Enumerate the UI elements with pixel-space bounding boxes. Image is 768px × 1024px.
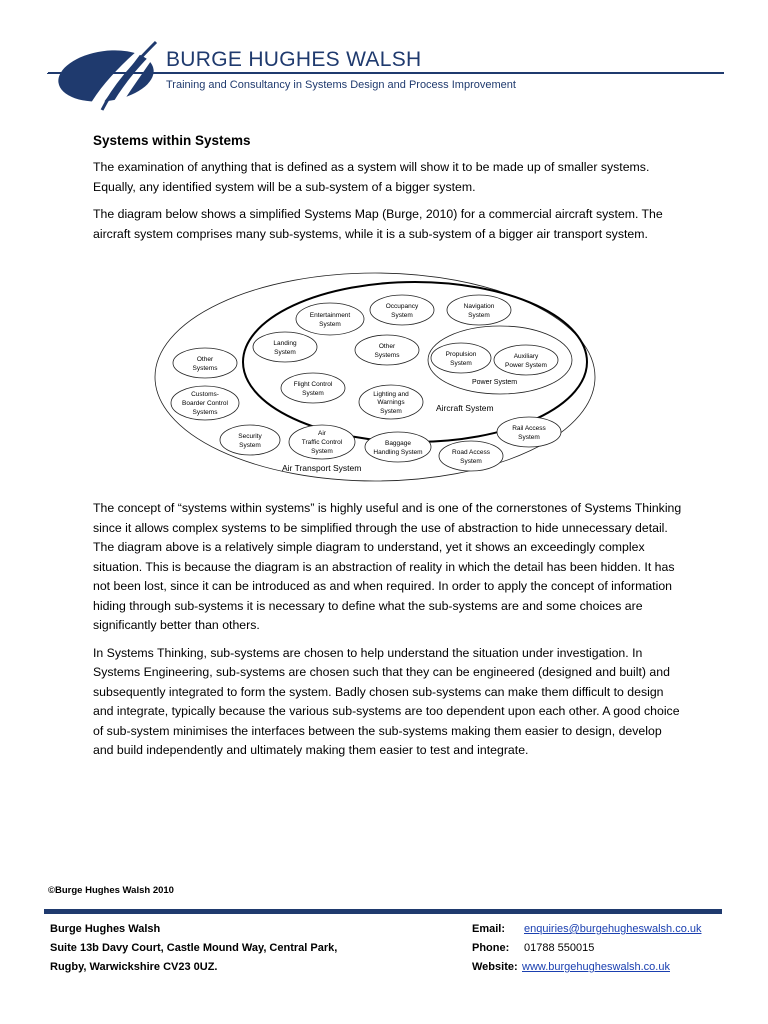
svg-text:System: System bbox=[391, 312, 413, 319]
svg-text:Boarder Control: Boarder Control bbox=[182, 400, 228, 407]
svg-text:System: System bbox=[450, 360, 472, 367]
svg-text:System: System bbox=[460, 458, 482, 465]
node-navigation bbox=[447, 295, 511, 325]
node-baggage bbox=[365, 432, 431, 462]
company-logo bbox=[48, 36, 168, 116]
website-label: Website: bbox=[472, 961, 518, 973]
svg-text:Systems: Systems bbox=[192, 409, 218, 416]
svg-text:Security: Security bbox=[238, 433, 262, 440]
svg-text:System: System bbox=[319, 321, 341, 328]
phone-label: Phone: bbox=[472, 942, 510, 954]
svg-text:System: System bbox=[302, 390, 324, 397]
company-name: BURGE HUGHES WALSH bbox=[166, 48, 422, 71]
svg-text:Other: Other bbox=[196, 356, 214, 363]
node-propulsion bbox=[431, 343, 491, 373]
svg-text:Landing: Landing bbox=[273, 340, 297, 347]
node-occupancy bbox=[370, 295, 434, 325]
node-other-outer bbox=[173, 348, 237, 378]
svg-text:Road Access: Road Access bbox=[452, 449, 490, 456]
node-road-access bbox=[439, 441, 503, 471]
svg-text:Systems: Systems bbox=[374, 352, 400, 359]
node-other-inner bbox=[355, 335, 419, 365]
svg-text:Warnings: Warnings bbox=[377, 399, 405, 406]
company-tagline: Training and Consultancy in Systems Design and Process Improvement bbox=[166, 79, 516, 91]
node-air-traffic bbox=[289, 425, 355, 459]
svg-text:Customs-: Customs- bbox=[191, 391, 219, 398]
node-security bbox=[220, 425, 280, 455]
svg-text:Systems: Systems bbox=[192, 365, 218, 372]
website-link[interactable]: www.burgehugheswalsh.co.uk bbox=[522, 961, 670, 973]
svg-text:Flight Control: Flight Control bbox=[293, 381, 333, 388]
svg-text:Navigation: Navigation bbox=[463, 303, 495, 310]
svg-text:Propulsion: Propulsion bbox=[445, 351, 477, 358]
svg-text:System: System bbox=[518, 434, 540, 441]
aircraft-label: Aircraft System bbox=[436, 403, 494, 413]
svg-text:System: System bbox=[239, 442, 261, 449]
paragraph-subsystems: In Systems Thinking, sub-systems are chosen to help understand the situation under investigation. In Systems Engineering, sub-systems are chosen such that they can be engineered (designed and built) and subsequently integrated to form the system. Badly chosen sub-systems can make them difficult to design and integrate, typically because the various sub-systems are too dependent upon each other. A good choice of sub-system minimises the interfaces between the sub-systems making them easier to design, develop and build independently and ultimately making them easier to test and integrate. bbox=[93, 645, 680, 757]
email-link[interactable]: enquiries@burgehugheswalsh.co.uk bbox=[524, 923, 702, 935]
svg-text:Traffic Control: Traffic Control bbox=[301, 439, 343, 446]
node-rail-access bbox=[497, 417, 561, 447]
svg-text:System: System bbox=[468, 312, 490, 319]
node-customs bbox=[171, 386, 239, 420]
svg-text:Handling System: Handling System bbox=[373, 449, 423, 456]
footer-address-line2: Rugby, Warwickshire CV23 0UZ. bbox=[50, 961, 218, 973]
node-landing bbox=[253, 332, 317, 362]
svg-text:Power System: Power System bbox=[505, 362, 547, 369]
svg-text:Entertainment: Entertainment bbox=[309, 312, 351, 319]
article-top bbox=[93, 133, 683, 252]
paragraph-diagram-intro: The diagram below shows a simplified Systems Map (Burge, 2010) for a commercial aircraft system. The aircraft system comprises many sub-systems, while it is a sub-system of a bigger air transport system. bbox=[93, 207, 663, 241]
node-lighting bbox=[359, 385, 423, 419]
article-title: Systems within Systems bbox=[93, 133, 251, 148]
paragraph-intro: The examination of anything that is defined as a system will show it to be made up of smaller systems. Equally, any identified system will be a sub-system of a bigger system. bbox=[93, 160, 650, 194]
email-label: Email: bbox=[472, 923, 506, 935]
svg-text:Occupancy: Occupancy bbox=[385, 303, 419, 310]
paragraph-concept: The concept of “systems within systems” is highly useful and is one of the cornerstones of Systems Thinking since it allows complex systems to be simplified through the use of abstraction to hide unnecessary detail. The diagram above is a relatively simple diagram to understand, yet it shows an exceedingly complex situation. This is because the diagram is an abstraction of reality in which the detail has been hidden. It has not been lost, since it can be introduced as and when required. In order to apply the concept of information hiding through sub-systems it is necessary to define what the sub-systems are and some choices are significantly better than others. bbox=[93, 501, 682, 632]
svg-text:Lighting and: Lighting and bbox=[373, 391, 409, 398]
svg-text:Auxiliary: Auxiliary bbox=[513, 353, 539, 360]
svg-text:Rail Access: Rail Access bbox=[512, 425, 546, 432]
power-label: Power System bbox=[472, 379, 518, 386]
svg-text:Air: Air bbox=[318, 430, 326, 437]
systems-map-diagram bbox=[150, 270, 600, 485]
phone-value: 01788 550015 bbox=[524, 942, 595, 954]
copyright-notice: ©Burge Hughes Walsh 2010 bbox=[48, 885, 174, 896]
article-bottom bbox=[93, 499, 683, 769]
air-transport-label: Air Transport System bbox=[282, 463, 362, 473]
header-divider bbox=[48, 72, 724, 74]
page-header bbox=[0, 0, 768, 110]
svg-text:Baggage: Baggage bbox=[384, 440, 412, 447]
svg-text:System: System bbox=[274, 349, 296, 356]
svg-text:System: System bbox=[380, 408, 402, 415]
footer-divider bbox=[44, 909, 722, 914]
node-entertainment bbox=[296, 303, 364, 335]
node-auxiliary bbox=[494, 345, 558, 375]
svg-text:System: System bbox=[311, 448, 333, 455]
footer-company: Burge Hughes Walsh bbox=[50, 923, 161, 935]
footer-address-line1: Suite 13b Davy Court, Castle Mound Way, Central Park, bbox=[50, 942, 338, 954]
node-flight-control bbox=[281, 373, 345, 403]
svg-text:Other: Other bbox=[378, 343, 396, 350]
